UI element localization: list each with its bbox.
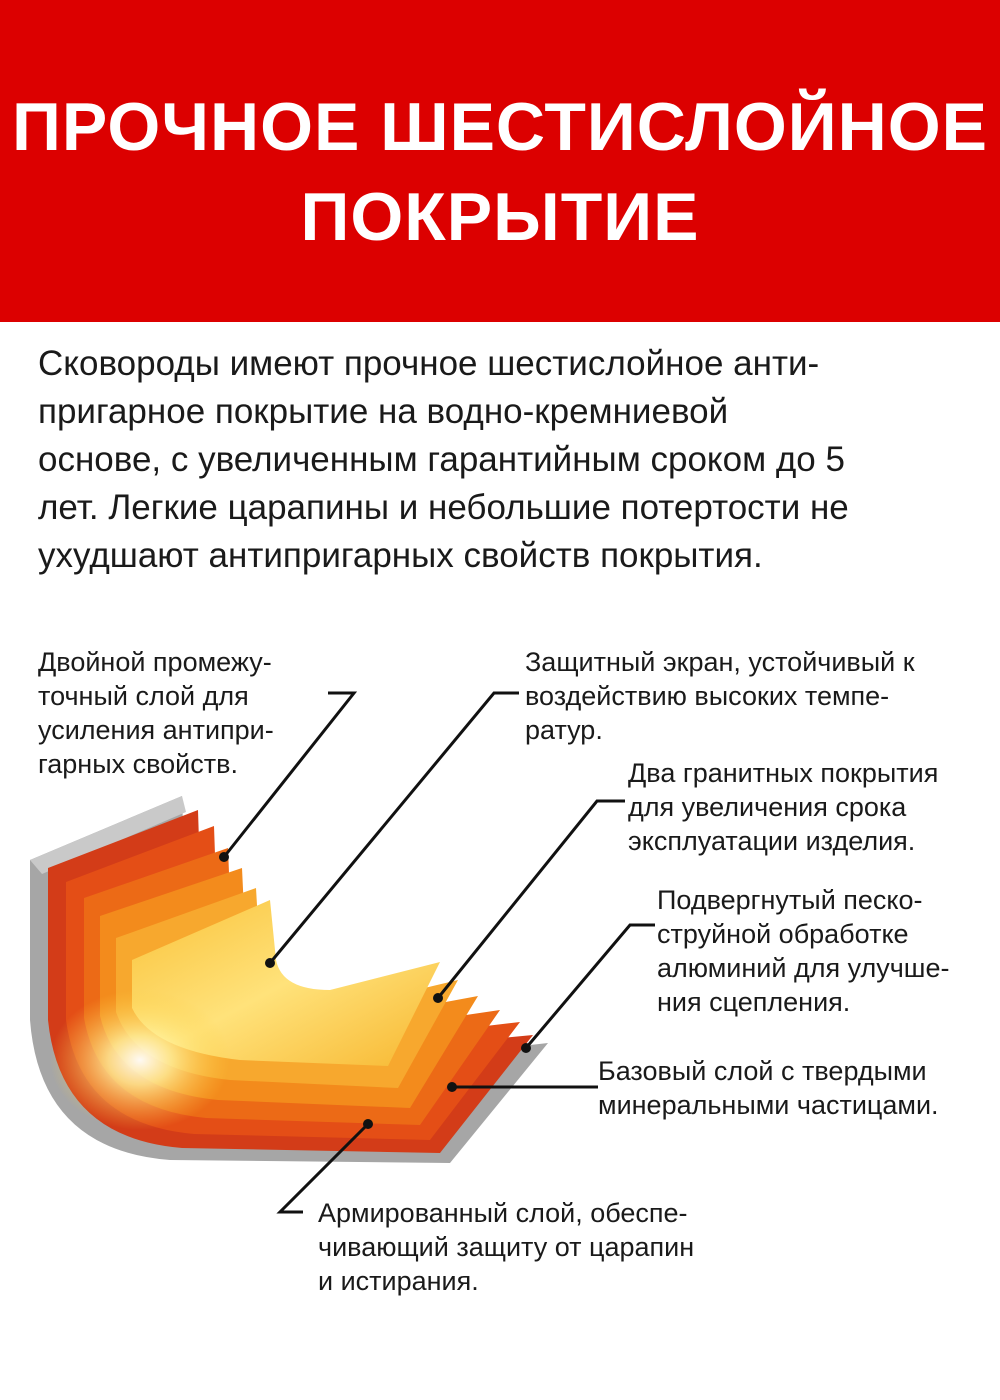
callout-line: чивающий защиту от царапин bbox=[318, 1232, 695, 1262]
leader-granite bbox=[438, 801, 625, 998]
page-title-line-1: ПРОЧНОЕ ШЕСТИСЛОЙНОЕ bbox=[11, 89, 989, 165]
callout-line: для увеличения срока bbox=[628, 792, 907, 822]
callout-line: и истирания. bbox=[318, 1266, 479, 1296]
callout-line: Подвергнутый песко- bbox=[657, 885, 923, 915]
callout-granite bbox=[628, 756, 938, 858]
leader-sandblasted bbox=[526, 925, 655, 1048]
intro-line: основе, с увеличенным гарантийным сроком до 5 bbox=[38, 440, 845, 479]
intro-line: лет. Легкие царапины и небольшие потертости не bbox=[38, 488, 849, 527]
intro-line: Сковороды имеют прочное шестислойное анти- bbox=[38, 344, 820, 383]
page-title-line-2: ПОКРЫТИЕ bbox=[300, 179, 700, 255]
callout-line: Два гранитных покрытия bbox=[628, 758, 939, 788]
leader-dot bbox=[219, 852, 229, 862]
heat-glow bbox=[50, 990, 230, 1130]
callout-heat-shield bbox=[525, 645, 915, 747]
callout-line: ратур. bbox=[525, 715, 603, 745]
callout-line: Базовый слой с твердыми bbox=[598, 1056, 927, 1086]
callout-base-layer bbox=[598, 1054, 939, 1122]
callout-line: гарных свойств. bbox=[38, 749, 238, 779]
callout-line: Двойной промежу- bbox=[38, 647, 272, 677]
callout-line: ния сцепления. bbox=[657, 987, 851, 1017]
leader-dot bbox=[433, 993, 443, 1003]
callout-line: точный слой для bbox=[38, 681, 249, 711]
callout-line: Защитный экран, устойчивый к bbox=[525, 647, 915, 677]
callout-sandblasted bbox=[657, 883, 949, 1019]
leader-dot bbox=[265, 958, 275, 968]
callout-line: Армированный слой, обеспе- bbox=[318, 1198, 688, 1228]
callout-reinforced bbox=[318, 1196, 694, 1298]
callout-line: воздействию высоких темпе- bbox=[525, 681, 890, 711]
callout-line: струйной обработке bbox=[657, 919, 909, 949]
leader-dot bbox=[447, 1082, 457, 1092]
leader-dot bbox=[521, 1043, 531, 1053]
callout-double-layer bbox=[38, 645, 274, 781]
callout-line: усиления антипри- bbox=[38, 715, 274, 745]
callout-line: алюминий для улучше- bbox=[657, 953, 950, 983]
intro-line: пригарное покрытие на водно-кремниевой bbox=[38, 392, 729, 431]
callout-line: минеральными частицами. bbox=[598, 1090, 939, 1120]
leader-heat-shield bbox=[270, 693, 519, 963]
callout-line: эксплуатации изделия. bbox=[628, 826, 916, 856]
intro-line: ухудшают антипригарных свойств покрытия. bbox=[38, 536, 763, 575]
leader-dot bbox=[363, 1119, 373, 1129]
